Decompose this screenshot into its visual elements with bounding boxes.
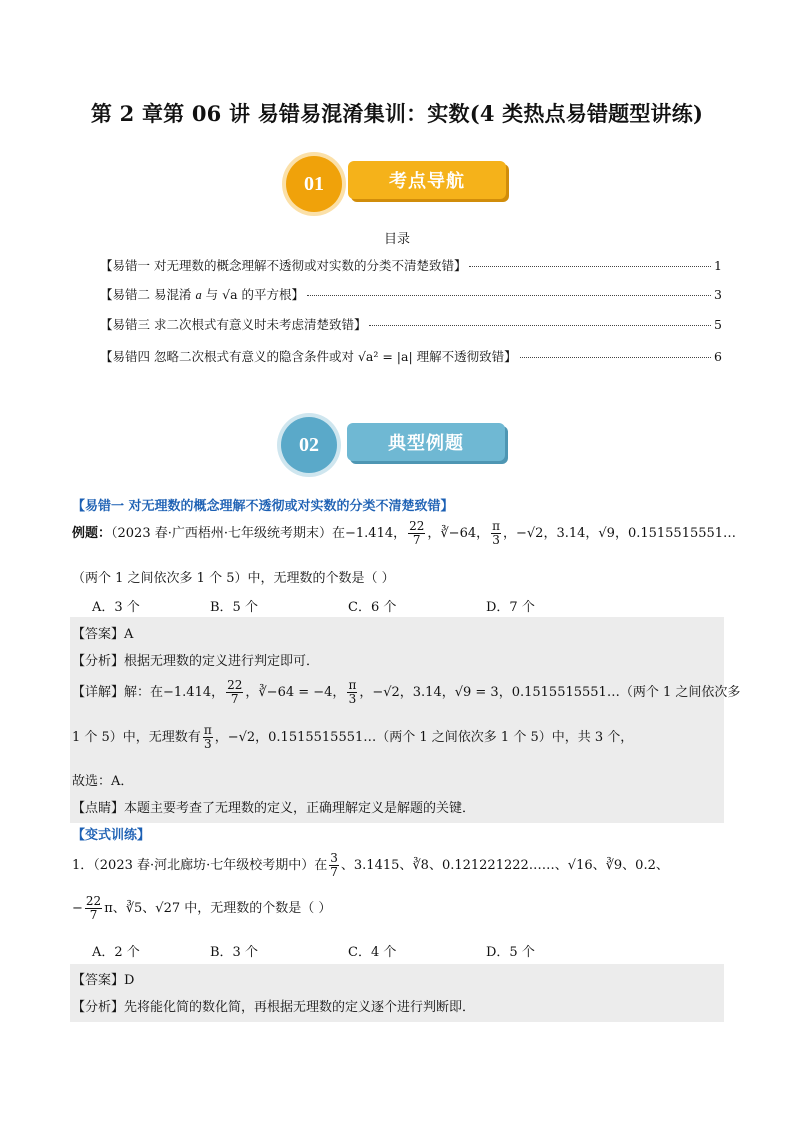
section-heading: 【易错一 对无理数的概念理解不透彻或对实数的分类不清楚致错】	[72, 499, 454, 514]
detail-line-2: 1 个 5）中，无理数有 $\frac{\pi}{3}$ ，−√2，0.1515515551…（两个 1 之间依次多 1 个 5）中，共 3 个，	[72, 723, 634, 751]
detail-line-1: 【详解】解：在−1.414， $\frac{22}{7}$ ，∛−64 = −4， $\frac{\pi}{3}$ ，−√2，3.14，√9 = 3，0.1515515551…（两个 1 之间依次多	[72, 678, 741, 706]
variant-option-d: D．5 个	[486, 945, 535, 960]
variant-analysis: 【分析】先将能化简的数化简，再根据无理数的定义逐个进行判断即．	[72, 1000, 476, 1015]
badge-number: 02	[281, 417, 337, 473]
toc-leader	[469, 266, 711, 267]
toc-page: 1	[714, 258, 722, 273]
variant-option-a: A．2 个	[92, 945, 140, 960]
analysis: 【分析】根据无理数的定义进行判定即可．	[72, 654, 320, 669]
answer: 【答案】A	[72, 627, 134, 642]
answer-block	[70, 617, 724, 823]
variant-heading: 【变式训练】	[72, 828, 151, 843]
variant-question-line2: − $\frac{22}{7}$ π、∛5、√27 中，无理数的个数是（ ）	[72, 894, 332, 922]
variant-option-c: C．4 个	[348, 945, 397, 960]
toc-page: 3	[714, 287, 722, 302]
badge-label: 典型例题	[347, 423, 505, 461]
option-c: C．6 个	[348, 600, 397, 615]
example-question: 例题：（2023 春·广西梧州·七年级统考期末）在−1.414， $\frac{22}{7}$ ，∛−64， $\frac{\pi}{3}$ ，−√2，3.14，√9，0.1515515551…	[72, 519, 737, 547]
toc-title: 目录	[383, 232, 410, 247]
section-badge-01	[286, 156, 516, 212]
toc-item-1[interactable]	[100, 256, 722, 274]
detail-line-3: 故选：A．	[72, 774, 134, 789]
toc-item-2[interactable]	[100, 285, 722, 303]
toc-label: 【易错一 对无理数的概念理解不透彻或对实数的分类不清楚致错】	[100, 258, 467, 273]
toc-page: 5	[714, 317, 722, 332]
toc-item-4[interactable]	[100, 347, 722, 365]
toc-leader	[307, 295, 711, 296]
variant-answer: 【答案】D	[72, 973, 135, 988]
toc-item-3[interactable]	[100, 315, 722, 333]
toc-label: 【易错三 求二次根式有意义时未考虑清楚致错】	[100, 317, 367, 332]
badge-number: 01	[286, 156, 342, 212]
toc-label: 【易错四 忽略二次根式有意义的隐含条件或对 √a² = |a| 理解不透彻致错】	[100, 349, 517, 364]
toc-leader	[369, 325, 711, 326]
variant-option-b: B．3 个	[210, 945, 258, 960]
toc-label: 【易错二 易混淆 a 与 √a 的平方根】	[100, 287, 305, 302]
badge-label: 考点导航	[348, 161, 506, 199]
example-question-line2: （两个 1 之间依次多 1 个 5）中，无理数的个数是（ ）	[72, 571, 395, 586]
formula: √a² = |a|	[357, 349, 413, 364]
option-b: B．5 个	[210, 600, 258, 615]
variant-question: 1．（2023 春·河北廊坊·七年级校考期中）在 $\frac{3}{7}$ 、3.1415、∛8、0.121221222……、√16、∛9、0.2、	[72, 851, 669, 879]
toc-leader	[520, 357, 711, 358]
option-a: A．3 个	[92, 600, 140, 615]
toc-page: 6	[714, 349, 722, 364]
option-d: D．7 个	[486, 600, 535, 615]
point: 【点睛】本题主要考查了无理数的定义，正确理解定义是解题的关键．	[72, 801, 476, 816]
page-title: 第 2 章第 06 讲 易错易混淆集训：实数(4 类热点易错题型讲练)	[90, 101, 704, 126]
section-badge-02	[281, 417, 511, 473]
sqrt-a: √a	[222, 287, 238, 302]
